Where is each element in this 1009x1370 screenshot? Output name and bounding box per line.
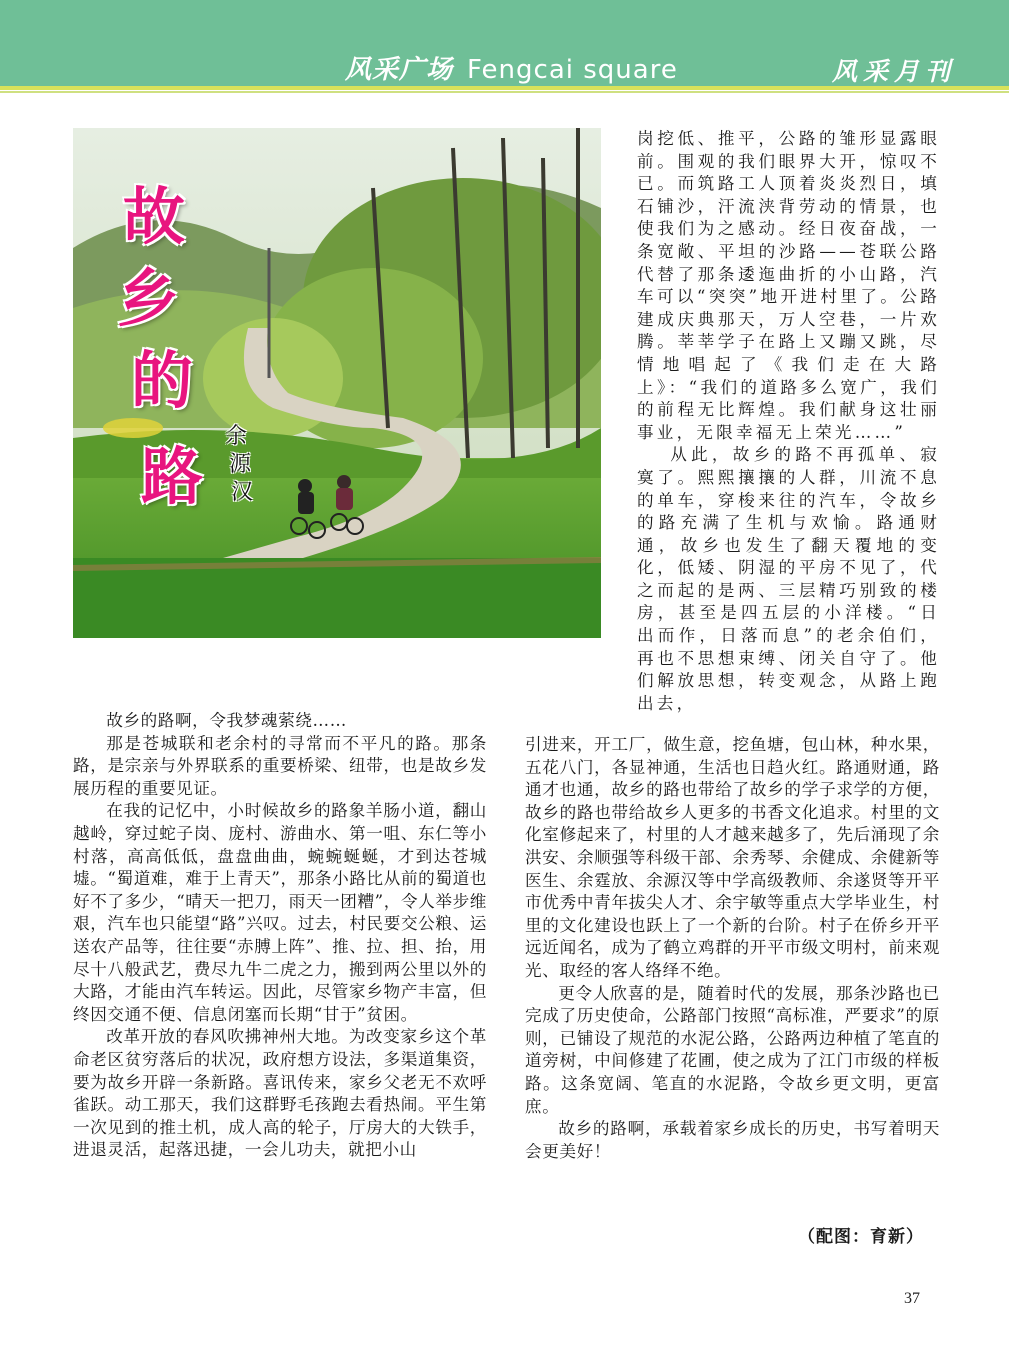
- section-title-cn: 风采广场: [345, 55, 454, 85]
- title-char-2: 乡: [117, 262, 180, 335]
- paragraph: 岗挖低、推平，公路的雏形显露眼前。围观的我们眼界大开，惊叹不已。而筑路工人顶着炎炎烈日，填石铺沙，汗流浃背劳动的情景，也使我们为之感动。经日夜奋战，一条宽敞、平坦的沙路——苍联公路代替了那条逶迤曲折的小山路，汽车可以“突突”地开进村里了。公路建成庆典那天，万人空巷，一片欢腾。莘莘学子在路上又蹦又跳，尽情地唱起了《我们走在大路上》：“我们的道路多么宽广，我们的前程无比辉煌。我们献身这壮丽事业，无限幸福无上荣光……”: [637, 129, 940, 442]
- header-band: [0, 0, 1009, 86]
- closing-paragraph: 故乡的路啊，承载着家乡成长的历史，书写着明天会更美好！: [525, 1119, 940, 1161]
- title-char-4: 路: [141, 440, 204, 513]
- paragraph: 在我的记忆中，小时候故乡的路象羊肠小道，翻山越岭，穿过蛇子岗、庞村、游曲水、第一咀、东仁等小村落，高高低低，盘盘曲曲，蜿蜿蜒蜒，才到达苍城墟。“蜀道难，难于上青天”，那条小路比从前的蜀道也好不了多少，“晴天一把刀，雨天一团糟”，令人举步维艰，汽车也只能望“路”兴叹。过去，村民要交公粮、运送农产品等，往往要“赤膊上阵”、推、拉、担、抬，用尽十八般武艺，费尽九牛二虎之力，搬到两公里以外的大路，才能由汽车转运。因此，尽管家乡物产丰富，但终因交通不便、信息闭塞而长期“甘于”贫困。: [73, 801, 487, 1024]
- author-char-1: 余: [225, 424, 248, 449]
- photo-credit: （配图：育新）: [798, 1227, 924, 1247]
- title-char-1: 故: [123, 180, 186, 253]
- article-column-right-bottom: [525, 734, 940, 1163]
- magazine-name: 风采月刊: [832, 57, 957, 86]
- paragraph: 从此，故乡的路不再孤单、寂寞了。熙熙攘攘的人群，川流不息的单车，穿梭来往的汽车，令故乡的路充满了生机与欢愉。路通财通，故乡也发生了翻天覆地的变化，低矮、阴湿的平房不见了，代之而起的是两、三层精巧别致的楼房，甚至是四五层的小洋楼。“日出而作，日落而息”的老余伯们，再也不思想束缚、闭关自守了。他们解放思想，转变观念，从路上跑出去，: [637, 445, 940, 713]
- page-number: 37: [904, 1290, 920, 1307]
- author-char-2: 源: [229, 452, 252, 477]
- header-divider-yellow: [0, 86, 1009, 90]
- paragraph: 那是苍城联和老余村的寻常而不平凡的路。那条路，是宗亲与外界联系的重要桥梁、纽带，也是故乡发展历程的重要见证。: [73, 733, 487, 798]
- article-photo: [73, 128, 601, 638]
- opening-line: 故乡的路啊，令我梦魂萦绕……: [106, 711, 347, 730]
- article-column-left: [73, 710, 487, 1162]
- title-char-3: 的: [131, 344, 194, 417]
- author-char-3: 汉: [231, 480, 254, 505]
- paragraph: 改革开放的春风吹拂神州大地。为改变家乡这个革命老区贫穷落后的状况，政府想方设法，多渠道集资，要为故乡开辟一条新路。喜讯传来，家乡父老无不欢呼雀跃。动工那天，我们这群野毛孩跑去看热闹。平生第一次见到的推土机，成人高的轮子，厅房大的大铁手，进退灵活，起落迅捷，一会儿功夫，就把小山: [73, 1027, 487, 1160]
- section-title: [345, 49, 678, 83]
- header-divider-light: [0, 91, 1009, 93]
- paragraph: 引进来，开工厂，做生意，挖鱼塘，包山林，种水果，五花八门，各显神通，生活也日趋火红。路通财通，路通才也通，故乡的路也带给了故乡的学子求学的方便，故乡的路也带给故乡人更多的书香文化追求。村里的文化室修起来了，村里的人才越来越多了，先后涌现了余洪安、余顺强等科级干部、余秀琴、余健成、余健新等医生、余霆放、余源汉等中学高级教师、余遂贤等开平市优秀中青年拔尖人才、余宇敏等重点大学毕业生，村里的文化建设也跃上了一个新的台阶。村子在侨乡开平远近闻名，成为了鹤立鸡群的开平市级文明村，前来观光、取经的客人络绎不绝。: [525, 735, 940, 980]
- article-column-right-top: [637, 128, 940, 715]
- paragraph: 更令人欣喜的是，随着时代的发展，那条沙路也已完成了历史使命，公路部门按照“高标准，严要求”的原则，已铺设了规范的水泥公路，公路两边种植了笔直的道旁树，中间修建了花圃，使之成为了江门市级的样板路。这条宽阔、笔直的水泥路，令故乡更文明，更富庶。: [525, 983, 940, 1116]
- section-title-en: Fengcai square: [467, 55, 678, 85]
